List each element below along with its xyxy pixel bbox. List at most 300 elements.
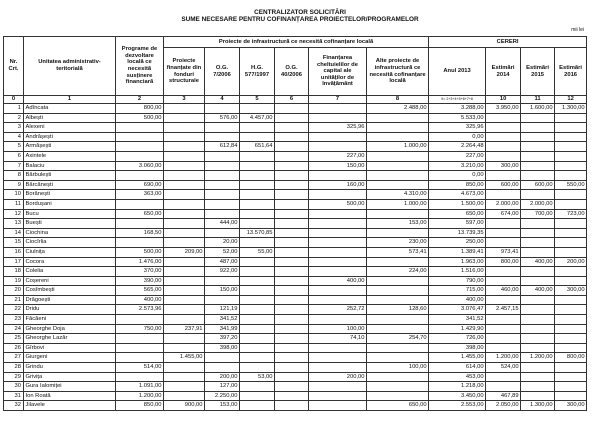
cell-alte: [367, 391, 429, 401]
index-cell-formula: 9= 2+3+4+5+6+7+8: [429, 96, 486, 104]
cell-og40: [275, 161, 309, 171]
cell-og7: [205, 104, 240, 114]
index-cell: 5: [240, 96, 275, 104]
cell-anul2013: 2.264,48: [429, 142, 486, 152]
cell-anul2013: 3.076,47: [429, 305, 486, 315]
cell-anul2013: 250,00: [429, 238, 486, 248]
cell-est2014: [486, 343, 521, 353]
cell-og40: [275, 228, 309, 238]
cell-est2016: [555, 382, 587, 392]
cell-finantare: [309, 401, 367, 411]
cell-programe: [116, 142, 164, 152]
cell-alte: 4.310,00: [367, 190, 429, 200]
cell-og7: [205, 209, 240, 219]
cell-proiecte-finantate: [164, 315, 205, 325]
header-cereri-group: CERERI: [429, 37, 587, 48]
cell-og7: [205, 228, 240, 238]
cell-proiecte-finantate: [164, 305, 205, 315]
cell-est2016: [555, 305, 587, 315]
cell-programe: 1.091,00: [116, 382, 164, 392]
index-cell: 3: [164, 96, 205, 104]
cell-est2016: 200,00: [555, 257, 587, 267]
index-cell: 10: [486, 96, 521, 104]
cell-est2015: 1.200,00: [521, 353, 555, 363]
cell-hg577: [240, 199, 275, 209]
table-row: [4, 305, 587, 315]
cell-og40: [275, 267, 309, 277]
cell-hg577: [240, 305, 275, 315]
cell-finantare: 150,00: [309, 161, 367, 171]
cell-alte: 254,70: [367, 334, 429, 344]
cell-nr: 32: [4, 401, 24, 411]
cell-og7: [205, 151, 240, 161]
cell-unit-name: Coșereni: [24, 276, 116, 286]
cell-og7: [205, 353, 240, 363]
cell-finantare: [309, 257, 367, 267]
cell-proiecte-finantate: [164, 199, 205, 209]
cell-og7: 612,84: [205, 142, 240, 152]
cell-est2015: [521, 123, 555, 133]
cell-est2014: [486, 372, 521, 382]
cell-og40: [275, 276, 309, 286]
cell-est2014: [486, 382, 521, 392]
cell-finantare: [309, 353, 367, 363]
cell-alte: 2.488,00: [367, 104, 429, 114]
cell-og7: [205, 171, 240, 181]
cell-hg577: [240, 286, 275, 296]
cell-est2015: [521, 295, 555, 305]
cell-est2014: 2.457,15: [486, 305, 521, 315]
cell-unit-name: Drăgoești: [24, 295, 116, 305]
cell-est2016: [555, 295, 587, 305]
cell-est2016: 300,00: [555, 286, 587, 296]
cell-nr: 5: [4, 142, 24, 152]
cell-finantare: [309, 142, 367, 152]
cell-est2015: [521, 219, 555, 229]
cell-anul2013: 726,00: [429, 334, 486, 344]
cell-est2015: [521, 238, 555, 248]
cell-nr: 25: [4, 334, 24, 344]
cell-og7: 576,00: [205, 113, 240, 123]
cell-anul2013: 400,00: [429, 295, 486, 305]
cell-est2015: [521, 334, 555, 344]
cell-est2015: [521, 391, 555, 401]
cell-programe: [116, 315, 164, 325]
cell-og7: [205, 199, 240, 209]
cell-unit-name: Colelia: [24, 267, 116, 277]
cell-unit-name: Bărbulești: [24, 171, 116, 181]
cell-programe: 390,00: [116, 276, 164, 286]
cell-hg577: [240, 238, 275, 248]
cell-est2016: 550,00: [555, 180, 587, 190]
cell-est2015: 1.300,00: [521, 401, 555, 411]
table-row: [4, 382, 587, 392]
cell-alte: [367, 113, 429, 123]
solicitari-table: [3, 36, 587, 411]
cell-alte: [367, 372, 429, 382]
cell-est2016: [555, 247, 587, 257]
header-finantare: Finanțarea cheltuielilor de capital ale unităților de învățământ: [309, 48, 367, 96]
cell-est2015: [521, 382, 555, 392]
cell-alte: [367, 132, 429, 142]
cell-finantare: [309, 315, 367, 325]
cell-alte: 230,00: [367, 238, 429, 248]
cell-unit-name: Ciulnița: [24, 247, 116, 257]
table-row: [4, 161, 587, 171]
cell-programe: [116, 219, 164, 229]
cell-est2014: [486, 228, 521, 238]
cell-unit-name: Borănești: [24, 190, 116, 200]
cell-hg577: [240, 267, 275, 277]
cell-nr: 24: [4, 324, 24, 334]
cell-est2016: [555, 267, 587, 277]
cell-est2015: [521, 343, 555, 353]
cell-programe: 400,00: [116, 295, 164, 305]
cell-hg577: [240, 190, 275, 200]
cell-anul2013: 0,00: [429, 171, 486, 181]
cell-unit-name: Bucu: [24, 209, 116, 219]
cell-og40: [275, 363, 309, 373]
cell-anul2013: 850,00: [429, 180, 486, 190]
cell-anul2013: 227,00: [429, 151, 486, 161]
cell-finantare: 500,00: [309, 199, 367, 209]
cell-hg577: [240, 343, 275, 353]
cell-est2016: [555, 151, 587, 161]
cell-og40: [275, 104, 309, 114]
cell-est2014: 3.950,00: [486, 104, 521, 114]
table-row: [4, 372, 587, 382]
cell-unit-name: Ciocîrlia: [24, 238, 116, 248]
cell-est2016: [555, 334, 587, 344]
cell-og40: [275, 219, 309, 229]
cell-finantare: 74,10: [309, 334, 367, 344]
cell-unit-name: Gheorghe Doja: [24, 324, 116, 334]
cell-hg577: [240, 209, 275, 219]
cell-anul2013: 4.673,00: [429, 190, 486, 200]
index-cell: 8: [367, 96, 429, 104]
index-cell: 2: [116, 96, 164, 104]
cell-unit-name: Balaciu: [24, 161, 116, 171]
table-row: [4, 391, 587, 401]
cell-og40: [275, 142, 309, 152]
cell-programe: 514,00: [116, 363, 164, 373]
cell-est2015: 400,00: [521, 286, 555, 296]
cell-est2015: [521, 267, 555, 277]
cell-finantare: [309, 295, 367, 305]
cell-finantare: [309, 247, 367, 257]
cell-est2016: [555, 113, 587, 123]
cell-og40: [275, 391, 309, 401]
cell-hg577: [240, 104, 275, 114]
cell-est2014: 973,41: [486, 247, 521, 257]
column-index-row: [4, 96, 587, 104]
cell-nr: 20: [4, 286, 24, 296]
cell-programe: [116, 199, 164, 209]
cell-og40: [275, 171, 309, 181]
cell-est2016: [555, 171, 587, 181]
cell-proiecte-finantate: [164, 276, 205, 286]
cell-og40: [275, 247, 309, 257]
cell-nr: 1: [4, 104, 24, 114]
table-row: [4, 401, 587, 411]
cell-anul2013: 1.516,00: [429, 267, 486, 277]
cell-unit-name: Ion Roată: [24, 391, 116, 401]
table-row: [4, 267, 587, 277]
cell-programe: [116, 171, 164, 181]
cell-est2016: [555, 343, 587, 353]
cell-programe: 2.573,96: [116, 305, 164, 315]
cell-hg577: [240, 315, 275, 325]
cell-est2015: 600,00: [521, 180, 555, 190]
cell-anul2013: 1.963,00: [429, 257, 486, 267]
cell-proiecte-finantate: [164, 286, 205, 296]
cell-est2014: [486, 190, 521, 200]
cell-nr: 27: [4, 353, 24, 363]
cell-proiecte-finantate: [164, 267, 205, 277]
cell-alte: [367, 228, 429, 238]
cell-est2014: 1.200,00: [486, 353, 521, 363]
cell-unit-name: Andrășești: [24, 132, 116, 142]
cell-est2016: [555, 391, 587, 401]
header-nr: Nr. Crt.: [4, 37, 24, 96]
cell-nr: 15: [4, 238, 24, 248]
cell-est2014: 467,89: [486, 391, 521, 401]
cell-unit-name: Bărcănești: [24, 180, 116, 190]
cell-proiecte-finantate: [164, 219, 205, 229]
cell-og7: 922,00: [205, 267, 240, 277]
cell-programe: [116, 343, 164, 353]
cell-proiecte-finantate: [164, 190, 205, 200]
document-subtitle: SUME NECESARE PENTRU COFINANȚAREA PROIECTELOR/PROGRAMELOR: [181, 16, 419, 23]
cell-programe: 1.200,00: [116, 391, 164, 401]
cell-proiecte-finantate: [164, 209, 205, 219]
cell-alte: [367, 161, 429, 171]
cell-est2014: [486, 113, 521, 123]
cell-og40: [275, 324, 309, 334]
cell-nr: 10: [4, 190, 24, 200]
cell-est2015: [521, 372, 555, 382]
table-row: [4, 334, 587, 344]
cell-hg577: 4.457,00: [240, 113, 275, 123]
cell-proiecte-finantate: [164, 372, 205, 382]
cell-alte: [367, 151, 429, 161]
cell-alte: 128,60: [367, 305, 429, 315]
cell-programe: 500,00: [116, 247, 164, 257]
cell-programe: 850,00: [116, 401, 164, 411]
cell-unit-name: Grivița: [24, 372, 116, 382]
cell-finantare: [309, 343, 367, 353]
cell-hg577: 55,00: [240, 247, 275, 257]
cell-anul2013: 3.210,00: [429, 161, 486, 171]
cell-unit-name: Albești: [24, 113, 116, 123]
table-row: [4, 151, 587, 161]
cell-finantare: [309, 219, 367, 229]
cell-finantare: [309, 104, 367, 114]
cell-proiecte-finantate: [164, 123, 205, 133]
cell-unit-name: Bordușani: [24, 199, 116, 209]
cell-proiecte-finantate: [164, 363, 205, 373]
cell-og40: [275, 305, 309, 315]
cell-est2014: [486, 151, 521, 161]
cell-og7: [205, 190, 240, 200]
cell-nr: 30: [4, 382, 24, 392]
header-og7: O.G. 7/2006: [205, 48, 240, 96]
cell-og40: [275, 132, 309, 142]
cell-finantare: [309, 228, 367, 238]
cell-proiecte-finantate: [164, 161, 205, 171]
cell-og7: 52,00: [205, 247, 240, 257]
cell-og40: [275, 190, 309, 200]
cell-finantare: [309, 391, 367, 401]
table-row: [4, 219, 587, 229]
cell-finantare: 325,96: [309, 123, 367, 133]
cell-alte: [367, 295, 429, 305]
cell-og40: [275, 401, 309, 411]
cell-programe: [116, 132, 164, 142]
cell-proiecte-finantate: [164, 142, 205, 152]
cell-finantare: [309, 132, 367, 142]
cell-anul2013: 398,00: [429, 343, 486, 353]
header-proiecte-finantate: Proiecte finanțate din fonduri structurale: [164, 48, 205, 96]
cell-og40: [275, 113, 309, 123]
cell-unit-name: Cocora: [24, 257, 116, 267]
cell-og7: 2.250,00: [205, 391, 240, 401]
cell-programe: [116, 123, 164, 133]
cell-est2016: [555, 238, 587, 248]
table-body: [4, 104, 587, 411]
cell-og7: [205, 295, 240, 305]
cell-finantare: [309, 190, 367, 200]
unit-label: mii lei: [571, 27, 584, 33]
cell-proiecte-finantate: [164, 151, 205, 161]
cell-est2014: [486, 334, 521, 344]
cell-est2014: [486, 219, 521, 229]
cell-programe: 370,00: [116, 267, 164, 277]
cell-og40: [275, 209, 309, 219]
cell-nr: 13: [4, 219, 24, 229]
header-anul2013: Anul 2013: [429, 48, 486, 96]
cell-est2016: [555, 324, 587, 334]
cell-unit-name: Făcăeni: [24, 315, 116, 325]
cell-unit-name: Adîncata: [24, 104, 116, 114]
cell-alte: [367, 257, 429, 267]
cell-anul2013: 325,96: [429, 123, 486, 133]
cell-programe: 800,00: [116, 104, 164, 114]
cell-est2015: [521, 142, 555, 152]
cell-proiecte-finantate: [164, 113, 205, 123]
cell-est2015: [521, 171, 555, 181]
index-cell: 7: [309, 96, 367, 104]
cell-est2016: [555, 276, 587, 286]
cell-og7: [205, 161, 240, 171]
cell-finantare: [309, 382, 367, 392]
cell-og7: 341,52: [205, 315, 240, 325]
cell-proiecte-finantate: [164, 180, 205, 190]
cell-hg577: [240, 363, 275, 373]
cell-est2014: 600,00: [486, 180, 521, 190]
cell-est2016: [555, 228, 587, 238]
cell-og7: 127,00: [205, 382, 240, 392]
table-row: [4, 199, 587, 209]
cell-og40: [275, 295, 309, 305]
cell-alte: [367, 123, 429, 133]
cell-hg577: [240, 401, 275, 411]
table-row: [4, 180, 587, 190]
cell-est2016: [555, 142, 587, 152]
cell-proiecte-finantate: [164, 104, 205, 114]
table-row: [4, 315, 587, 325]
cell-og7: 444,00: [205, 219, 240, 229]
header-hg577: H.G. 577/1997: [240, 48, 275, 96]
cell-og40: [275, 315, 309, 325]
cell-og7: 341,99: [205, 324, 240, 334]
table-row: [4, 228, 587, 238]
cell-nr: 7: [4, 161, 24, 171]
cell-og7: 20,00: [205, 238, 240, 248]
cell-nr: 28: [4, 363, 24, 373]
cell-proiecte-finantate: [164, 132, 205, 142]
cell-alte: [367, 382, 429, 392]
cell-est2015: [521, 113, 555, 123]
cell-est2016: [555, 123, 587, 133]
cell-nr: 19: [4, 276, 24, 286]
cell-est2016: 1.300,00: [555, 104, 587, 114]
cell-finantare: [309, 286, 367, 296]
cell-unit-name: Gheorghe Lazăr: [24, 334, 116, 344]
cell-alte: 1.000,00: [367, 142, 429, 152]
cell-nr: 29: [4, 372, 24, 382]
table-row: [4, 190, 587, 200]
cell-finantare: 200,00: [309, 372, 367, 382]
cell-est2016: [555, 363, 587, 373]
cell-est2014: 2.000,00: [486, 199, 521, 209]
cell-est2014: [486, 123, 521, 133]
cell-programe: [116, 238, 164, 248]
cell-est2015: 2.000,00: [521, 199, 555, 209]
cell-hg577: 13.570,85: [240, 228, 275, 238]
header-est2014: Estimări 2014: [486, 48, 521, 96]
cell-est2015: [521, 305, 555, 315]
table-row: [4, 247, 587, 257]
cell-nr: 22: [4, 305, 24, 315]
table-row: [4, 104, 587, 114]
index-cell: 1: [24, 96, 116, 104]
cell-finantare: [309, 363, 367, 373]
cell-og7: 397,20: [205, 334, 240, 344]
cell-alte: [367, 315, 429, 325]
cell-finantare: 252,72: [309, 305, 367, 315]
cell-nr: 4: [4, 132, 24, 142]
cell-anul2013: 453,00: [429, 372, 486, 382]
cell-est2016: 723,00: [555, 209, 587, 219]
table-row: [4, 113, 587, 123]
cell-est2015: [521, 151, 555, 161]
cell-unit-name: Jilavele: [24, 401, 116, 411]
cell-est2016: [555, 161, 587, 171]
cell-finantare: 227,00: [309, 151, 367, 161]
cell-og40: [275, 199, 309, 209]
cell-alte: [367, 343, 429, 353]
cell-est2014: 800,00: [486, 257, 521, 267]
cell-anul2013: 0,00: [429, 132, 486, 142]
cell-est2014: 524,00: [486, 363, 521, 373]
cell-programe: 690,00: [116, 180, 164, 190]
cell-hg577: 651,64: [240, 142, 275, 152]
cell-proiecte-finantate: [164, 382, 205, 392]
cell-finantare: [309, 171, 367, 181]
cell-anul2013: 341,52: [429, 315, 486, 325]
table-row: [4, 324, 587, 334]
